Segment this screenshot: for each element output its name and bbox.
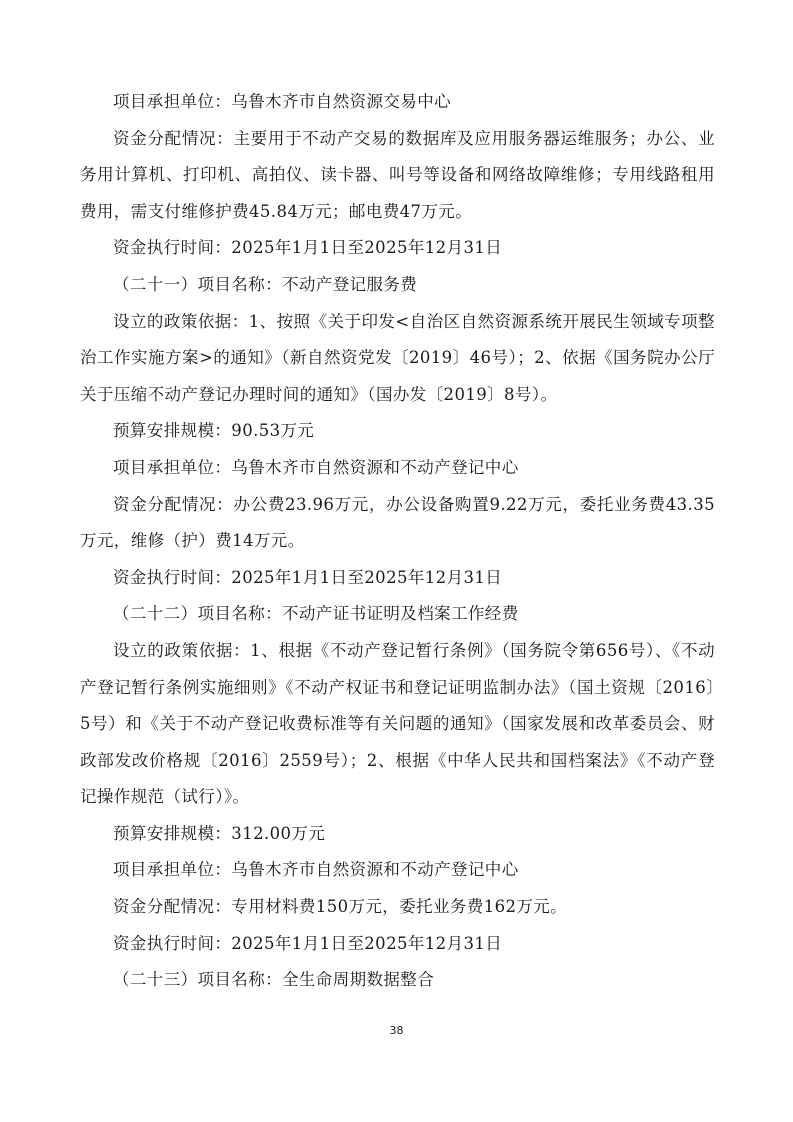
- paragraph-execution-time-22: 资金执行时间：2025年1月1日至2025年12月31日: [113, 933, 503, 953]
- paragraph-fund-allocation-21: 资金分配情况：办公费23.96万元，办公设备购置9.22万元，委托业务费43.35万元，维修（护）费14万元。: [80, 494, 715, 551]
- paragraph-undertaking-unit-22: 项目承担单位：乌鲁木齐市自然资源和不动产登记中心: [113, 860, 519, 880]
- paragraph-undertaking-unit-21: 项目承担单位：乌鲁木齐市自然资源和不动产登记中心: [113, 457, 519, 477]
- paragraph-project-heading-22: （二十二）项目名称：不动产证书证明及档案工作经费: [113, 604, 519, 624]
- paragraph-project-heading-21: （二十一）项目名称：不动产登记服务费: [113, 274, 418, 294]
- paragraph-execution-time-1: 资金执行时间：2025年1月1日至2025年12月31日: [113, 238, 503, 258]
- paragraph-project-heading-23: （二十三）项目名称：全生命周期数据整合: [113, 970, 435, 990]
- paragraph-budget-scale-21: 预算安排规模：90.53万元: [113, 421, 315, 441]
- paragraph-budget-scale-22: 预算安排规模：312.00万元: [113, 823, 326, 843]
- paragraph-policy-basis-22: 设立的政策依据：1、根据《不动产登记暂行条例》（国务院令第656号）、《不动产登记暂行条例实施细则》《不动产权证书和登记证明监制办法》（国土资规〔2016〕5号）和《关于不动产登记收费标准等有关问题的通知》（国家发展和改革委员会、财政部发改价格规〔2016〕2559号）；2、根据《中华人民共和国档案法》《不动产登记操作规范（试行）》。: [80, 640, 715, 807]
- paragraph-execution-time-21: 资金执行时间：2025年1月1日至2025年12月31日: [113, 567, 503, 587]
- document-body: [80, 84, 715, 999]
- page-number: 38: [389, 1024, 404, 1037]
- paragraph-undertaking-unit-1: 项目承担单位：乌鲁木齐市自然资源交易中心: [113, 92, 451, 111]
- paragraph-policy-basis-21: 设立的政策依据：1、按照《关于印发<自治区自然资源系统开展民生领域专项整治工作实施方案>的通知》（新自然资党发〔2019〕46号）；2、依据《国务院办公厅关于压缩不动产登记办理时间的通知》（国办发〔2019〕8号）。: [80, 311, 715, 404]
- paragraph-fund-allocation-1: 资金分配情况：主要用于不动产交易的数据库及应用服务器运维服务；办公、业务用计算机、打印机、高拍仪、读卡器、叫号等设备和网络故障维修；专用线路租用费用，需支付维修护费45.84万元；邮电费47万元。: [80, 128, 715, 221]
- paragraph-fund-allocation-22: 资金分配情况：专用材料费150万元，委托业务费162万元。: [113, 897, 568, 917]
